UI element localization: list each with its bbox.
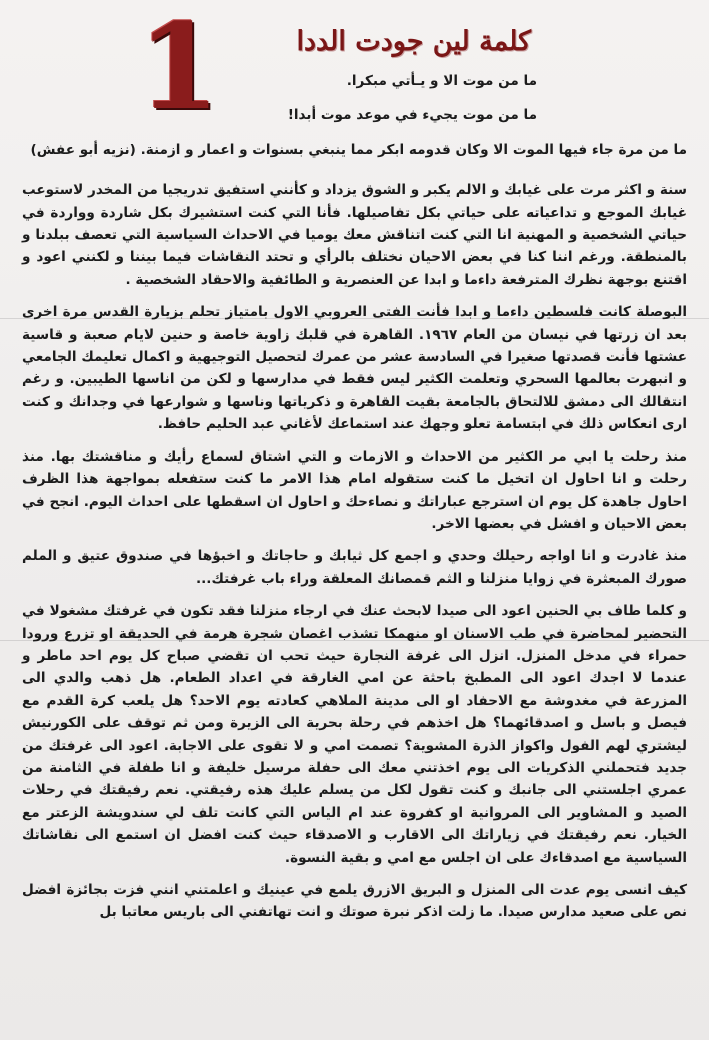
poem-line-1: ما من موت الا و يـأتي مبكرا.	[346, 73, 537, 89]
document-body	[22, 70, 687, 934]
page-number: 1	[138, 0, 221, 136]
paragraph: منذ غادرت و انا اواجه رحيلك وحدي و اجمع كل ثيابك و حاجاتك و اخبؤها في صندوق عتيق و الملم صورك المبعثرة في زوايا منزلنا و الثم قمصانك المعلقة وراء باب غرفتك...	[22, 548, 687, 587]
paragraph: سنة و اكثر مرت على غيابك و الالم يكبر و الشوق يزداد و كأنني استفيق تدريجيا من المخدر لاستوعب غيابك الموجع و تداعياته على حياتي بكل تفاصيلها. فأنا التي كنت استشيرك بكل شاردة وواردة في حياتي الشخصية و المهنية انا التي كنت اتناقش معك يوميا في الاحداث السياسية التي تعصف ببلدنا و بالمنطقة. ورغم اننا كنا في بعض الاحيان نختلف بالرأي و تحتد النقاشات فيما بيننا و لكنني اعود و اقتنع بوجهة نظرك المترفعة داءما و ابدا عن العنصرية و الطائفية والاحقاد الشخصية .	[22, 182, 687, 288]
paragraph: كيف انسى يوم عدت الى المنزل و البريق الازرق يلمع في عينيك و اعلمتني انني فزت بجائزة افضل نص على صعيد مدارس صيدا. ما زلت اذكر نبرة صوتك و انت تهاتفني الى باريس معاتبا بل	[22, 882, 687, 921]
document-title: كلمة لين جودت الددا	[296, 26, 531, 57]
poem-line-3: ما من مرة جاء فيها الموت الا وكان قدومه ابكر مما ينبغي بسنوات و اعمار و ازمنة. (نزيه أبو عفش)	[30, 141, 687, 158]
paragraph: منذ رحلت يا ابي مر الكثير من الاحداث و الازمات و التي اشتاق لسماع رأيك و مناقشتك بها. منذ رحلت و انا احاول ان اتخيل ما كنت ستقوله امام هذا الامر ما كنت ستفعله بمواجهة هذا الظرف احاول جاهدة كل يوم ان استرجع عباراتك و نصاءحك و احاول ان اسقطها على احداث اليوم. انجح في بعض الاحيان و افشل في بعضها الاخر.	[22, 448, 687, 532]
paragraph: البوصلة كانت فلسطين داءما و ابدا فأنت الفتى العروبي الاول بامتياز تحلم بزيارة القدس مرة اخرى بعد ان زرتها في نيسان من العام ١٩٦٧. القاهرة في قلبك زاوية خاصة و حنين لايام صعبة و قاسية عشتها فأنت قصدتها صغيرا في السادسة عشر من عمرك لتحصيل التوجيهية و اكمال تعليمك الجامعي و انبهرت بعالمها السحري وتعلمت الكثير ليس فقط في مدارسها و لكن من اناسها الطيبين. و رغم انتقالك الى دمشق للالتحاق بالجامعة بقيت القاهرة و ذكرياتها وناسها و شوارعها في وجدانك و كنت ارى انعكاس ذلك في ابتسامة تعلو وجهك عند استماعك لأغاني عبد الحليم حافظ.	[22, 304, 688, 433]
poem-line-2: ما من موت يجيء في موعد موت أبدا!	[287, 107, 537, 124]
paragraph: و كلما طاف بي الحنين اعود الى صيدا لابحث عنك في ارجاء منزلنا فقد تكون في غرفتك مشغولا في التحضير لمحاضرة في طب الاسنان او منهمكا تشذب اغصان شجرة هرمة في الحديقة او تزرع ورودا حمراء في مدخل المنزل. انزل الى غرفة النجارة حيث تحب ان تقضي صباح كل يوم احد ماطر و عندما لا اجدك اعود الى المطبخ باحثة عن امي الغارقة في اعداد الطعام. هل ذهب والدي الى المزرعة في مغدوشة مع الاحفاد او الى مدينة الملاهي كعادته يوم الاحد؟ هل يلعب كرة القدم مع فيصل و باسل و اصدقائهما؟ هل اخذهم في رحلة بحرية الى الزيرة ومن ثم توقف على الكورنيش ليشتري لهم الفول واكواز الذرة المشوية؟ تصمت امي و لا تقوى على الاجابة. اعود الى غرفتك من جديد فتحملني الذكريات الى يوم اخذتني معك الى حفلة مرسيل خليفة و انا طفلة في الثامنة من عمري اجلستني الى جانبك و كنت تقول لكل من يسلم عليك هذه رفيقتي. نعم رفيقتك في رحلات الصيد و المشاوير الى المروانية او كفروة عند ام الياس التي كانت تلف لي سندويشة الزعتر مع الخيار. نعم رفيقتك في زياراتك الى الاقارب و الاصدقاء حيث كنت افضل ان استمع الى نقاشاتك السياسية مع اصدقاءك على ان اجلس مع امي و بقية النسوة.	[22, 603, 687, 866]
